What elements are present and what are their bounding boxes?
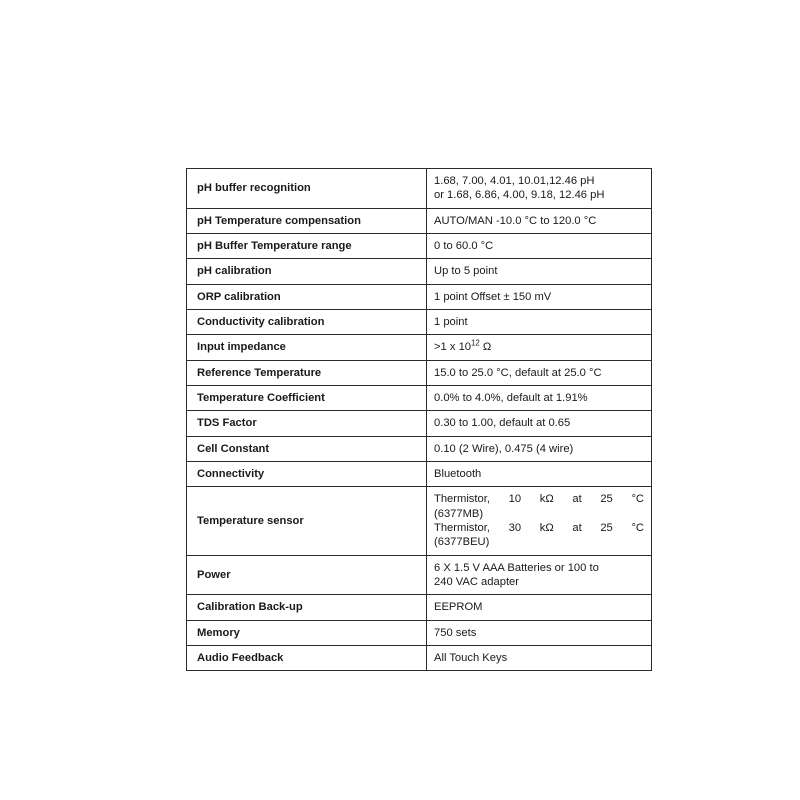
table-row: [187, 208, 652, 233]
spec-value: [427, 169, 652, 209]
spec-value: [427, 309, 652, 334]
spec-label: Power: [187, 555, 427, 595]
spec-value: [427, 436, 652, 461]
spec-label: Reference Temperature: [187, 360, 427, 385]
spec-value-line: 0 to 60.0 °C: [434, 239, 494, 252]
spec-value: [427, 259, 652, 284]
spec-value-line: 240 VAC adapter: [434, 575, 519, 588]
table-row: [187, 169, 652, 209]
spec-label: Cell Constant: [187, 436, 427, 461]
spec-label: Temperature Coefficient: [187, 385, 427, 410]
table-row: [187, 555, 652, 595]
spec-value: [427, 233, 652, 258]
table-row: [187, 233, 652, 258]
spec-value-line: >1 x $10^{12}$ Ω: [434, 338, 492, 354]
spec-value: [427, 208, 652, 233]
spec-value: [427, 487, 652, 555]
spec-value: [427, 284, 652, 309]
spec-value-line: 1.68, 7.00, 4.01, 10.01,12.46 pH: [434, 175, 595, 187]
spec-value-line: Up to 5 point: [434, 265, 498, 278]
spec-label: pH buffer recognition: [187, 169, 427, 209]
table-row: [187, 309, 652, 334]
table-row: [187, 385, 652, 410]
spec-label: TDS Factor: [187, 411, 427, 436]
spec-value: [427, 620, 652, 645]
spec-value: [427, 385, 652, 410]
spec-value-line: or 1.68, 6.86, 4.00, 9.18, 12.46 pH: [434, 189, 605, 202]
spec-label: Temperature sensor: [187, 487, 427, 555]
spec-label: Audio Feedback: [187, 645, 427, 670]
table-row: [187, 284, 652, 309]
spec-value: [427, 555, 652, 595]
spec-value: [427, 335, 652, 360]
spec-value-line: 0.30 to 1.00, default at 0.65: [434, 417, 571, 430]
spec-value-line: 0.0% to 4.0%, default at 1.91%: [434, 391, 588, 404]
table-row: [187, 335, 652, 360]
spec-value: [427, 645, 652, 670]
spec-value-line: 0.10 (2 Wire), 0.475 (4 wire): [434, 442, 574, 455]
spec-value-line: 15.0 to 25.0 °C, default at 25.0 °C: [434, 366, 602, 379]
spec-value: [427, 411, 652, 436]
spec-value-line: (6377MB): [434, 507, 484, 520]
table-row: [187, 645, 652, 670]
spec-value-line: Bluetooth: [434, 467, 482, 480]
spec-label: Conductivity calibration: [187, 309, 427, 334]
table-row: [187, 360, 652, 385]
spec-value-line: 1 point: [434, 315, 468, 328]
spec-value-line: Thermistor, 10 kΩ at 25 °C: [434, 493, 644, 506]
spec-value: [427, 461, 652, 486]
spec-value-line: All Touch Keys: [434, 651, 508, 664]
spec-label: ORP calibration: [187, 284, 427, 309]
specifications-table-body: [187, 169, 652, 671]
spec-value-line: (6377BEU): [434, 536, 490, 549]
table-row: [187, 461, 652, 486]
table-row: [187, 620, 652, 645]
spec-value-line: 6 X 1.5 V AAA Batteries or 100 to: [434, 561, 599, 574]
table-row: [187, 487, 652, 555]
spec-label: pH calibration: [187, 259, 427, 284]
spec-label: pH Buffer Temperature range: [187, 233, 427, 258]
spec-value-line: Thermistor, 30 kΩ at 25 °C: [434, 521, 644, 534]
specifications-table-container: [186, 168, 644, 671]
spec-value: [427, 595, 652, 620]
spec-value-line: AUTO/MAN -10.0 °C to 120.0 °C: [434, 214, 597, 227]
spec-label: Input impedance: [187, 335, 427, 360]
spec-value: [427, 360, 652, 385]
spec-label: Connectivity: [187, 461, 427, 486]
spec-value-line: 750 sets: [434, 626, 477, 639]
table-row: [187, 411, 652, 436]
spec-value-line: EEPROM: [434, 601, 483, 614]
spec-label: Memory: [187, 620, 427, 645]
table-row: [187, 259, 652, 284]
table-row: [187, 436, 652, 461]
specifications-table: [186, 168, 652, 671]
table-row: [187, 595, 652, 620]
spec-label: pH Temperature compensation: [187, 208, 427, 233]
spec-value-line: 1 point Offset ± 150 mV: [434, 290, 552, 303]
spec-label: Calibration Back-up: [187, 595, 427, 620]
